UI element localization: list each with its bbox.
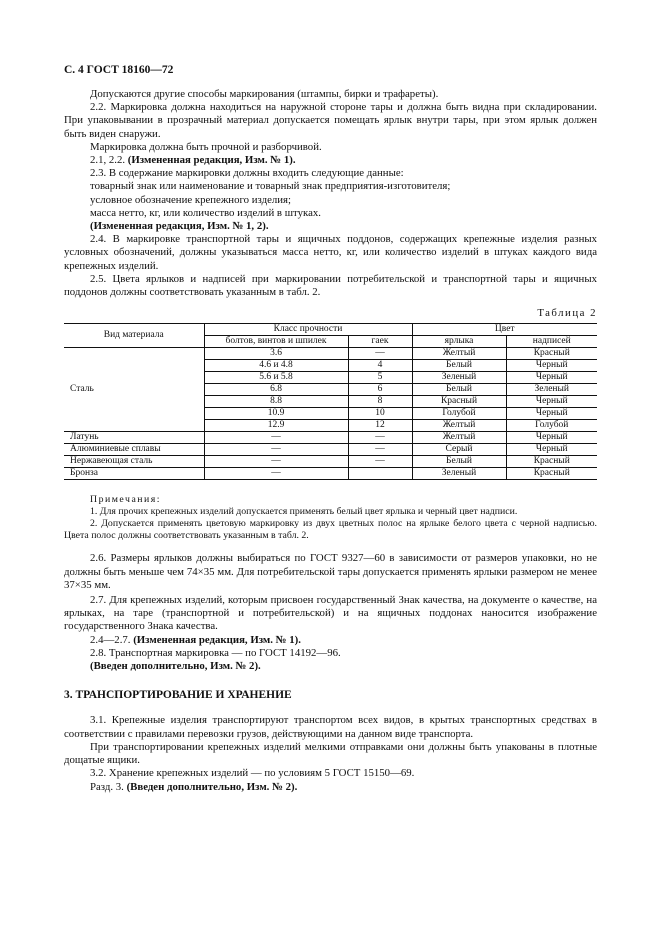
cell-inscription-color: Черный [506, 372, 597, 384]
cell-nuts: — [348, 444, 412, 456]
paragraph: Допускаются другие способы маркирования (штампы, бирки и трафареты). [90, 88, 439, 100]
header-nuts: гаек [348, 336, 412, 348]
table-row [64, 456, 597, 468]
amendment-ref: 2.1, 2.2. [90, 154, 128, 167]
amendment-text: (Измененная редакция, Изм. № 1). [133, 633, 301, 646]
cell-bolts: 12.9 [204, 420, 348, 432]
cell-inscription-color: Черный [506, 408, 597, 420]
cell-label-color: Белый [412, 384, 506, 396]
header-color: Цвет [412, 324, 597, 336]
header-label: ярлыка [412, 336, 506, 348]
cell-bolts: 8.8 [204, 396, 348, 408]
note-2: 2. Допускается применять цветовую маркировку из двух цветных полос на ярлыке белого цвета с черной надписью. Цвета полос должны соответствовать указанным в табл. 2. [64, 518, 597, 542]
cell-material: Бронза [64, 468, 204, 480]
amendment-text: (Введен дополнительно, Изм. № 2). [90, 660, 261, 673]
cell-inscription-color: Красный [506, 348, 597, 360]
list-line: условное обозначение крепежного изделия; [90, 193, 292, 206]
amendment-note [64, 634, 597, 647]
section-3-title: 3. ТРАНСПОРТИРОВАНИЕ И ХРАНЕНИЕ [64, 689, 292, 702]
paragraph-2-2: 2.2. Маркировка должна находиться на наружной стороне тары и должна быть видна при складировании. При упаковывании в прозрачный материал допускается помещать ярлык внутри тары, при этом ярлык должен быть виден снаружи. [64, 101, 597, 140]
paragraph-2-5: 2.5. Цвета ярлыков и надписей при маркировании потребительской и транспортной тары и ящичных поддонов должны соответствовать указанным в табл. 2. [64, 272, 597, 299]
paragraph-2-4: 2.4. В маркировке транспортной тары и ящичных поддонов, содержащих крепежные изделия разных условных обозначений, должны указываться масса нетто, кг, или количество изделий в штуках каждого вида крепежных изделий. [64, 233, 597, 272]
cell-inscription-color: Зеленый [506, 384, 597, 396]
list-line: товарный знак или наименование и товарный знак предприятия-изготовителя; [90, 180, 451, 193]
cell-label-color: Зеленый [412, 372, 506, 384]
cell-bolts: 5.6 и 5.8 [204, 372, 348, 384]
cell-inscription-color: Красный [506, 468, 597, 480]
cell-label-color: Желтый [412, 348, 506, 360]
cell-inscription-color: Черный [506, 396, 597, 408]
color-table [64, 323, 597, 480]
cell-label-color: Голубой [412, 408, 506, 420]
cell-bolts: 3.6 [204, 348, 348, 360]
cell-inscription-color: Черный [506, 432, 597, 444]
cell-bolts: — [204, 432, 348, 444]
paragraph-2-7: 2.7. Для крепежных изделий, которым присвоен государственный Знак качества, на документе о качестве, на ярлыках, на таре (транспортной и потребительской) и на ящичных поддонах наносится изображение государственного Знака качества. [64, 594, 597, 633]
table-row [64, 468, 597, 480]
paragraph-3-2: 3.2. Хранение крепежных изделий — по условиям 5 ГОСТ 15150—69. [90, 767, 415, 780]
notes-title: Примечания: [90, 494, 162, 506]
cell-bolts: — [204, 456, 348, 468]
cell-inscription-color: Красный [506, 456, 597, 468]
document-body [64, 88, 597, 794]
header-bolts: болтов, винтов и шпилек [204, 336, 348, 348]
cell-inscription-color: Голубой [506, 420, 597, 432]
cell-nuts: — [348, 348, 412, 360]
amendment-note [64, 220, 597, 233]
page-header: С. 4 ГОСТ 18160—72 [64, 64, 174, 76]
table-caption: Таблица 2 [537, 307, 597, 320]
cell-label-color: Желтый [412, 432, 506, 444]
cell-nuts: 5 [348, 372, 412, 384]
cell-bolts: — [204, 468, 348, 480]
cell-inscription-color: Черный [506, 360, 597, 372]
amendment-text: (Измененная редакция, Изм. № 1, 2). [90, 220, 269, 233]
cell-label-color: Серый [412, 444, 506, 456]
cell-label-color: Белый [412, 360, 506, 372]
cell-nuts: — [348, 456, 412, 468]
paragraph-3-1: 3.1. Крепежные изделия транспортируют транспортом всех видов, в крытых транспортных средствах в соответствии с правилами перевозки грузов, действующими на данном виде транспорта. [64, 714, 597, 740]
cell-label-color: Зеленый [412, 468, 506, 480]
cell-bolts: 10.9 [204, 408, 348, 420]
cell-bolts: 6.8 [204, 384, 348, 396]
table-row [64, 348, 597, 360]
cell-label-color: Белый [412, 456, 506, 468]
amendment-text: (Измененная редакция, Изм. № 1). [127, 154, 296, 167]
paragraph-2-8: 2.8. Транспортная маркировка — по ГОСТ 14192—96. [90, 646, 341, 659]
header-inscription: надписей [506, 336, 597, 348]
amendment-note [64, 154, 597, 167]
cell-material: Латунь [64, 432, 204, 444]
cell-bolts: 4.6 и 4.8 [204, 360, 348, 372]
paragraph: Маркировка должна быть прочной и разборчивой. [90, 140, 322, 153]
amendment-ref: 2.4—2.7. [90, 633, 134, 646]
note-1: 1. Для прочих крепежных изделий допускается применять белый цвет ярлыка и черный цвет надписи. [90, 506, 518, 518]
paragraph-2-3: 2.3. В содержание маркировки должны входить следующие данные: [90, 167, 404, 180]
table-row [64, 432, 597, 444]
cell-inscription-color: Черный [506, 444, 597, 456]
list-line: масса нетто, кг, или количество изделий в штуках. [90, 206, 321, 219]
header-material: Вид материала [64, 324, 204, 348]
cell-nuts: 12 [348, 420, 412, 432]
amendment-text: (Введен дополнительно, Изм. № 2). [126, 780, 298, 793]
header-strength-class: Класс прочности [204, 324, 412, 336]
cell-label-color: Красный [412, 396, 506, 408]
cell-nuts [348, 468, 412, 480]
cell-bolts: — [204, 444, 348, 456]
amendment-note [64, 781, 597, 794]
cell-nuts: — [348, 432, 412, 444]
cell-nuts: 8 [348, 396, 412, 408]
material-steel: Сталь [64, 348, 204, 432]
paragraph-2-6: 2.6. Размеры ярлыков должны выбираться по ГОСТ 9327—60 в зависимости от размеров упаковки, но не должны быть меньше чем 74×35 мм. Для потребительской тары допускается применять ярлыки размером не менее 37×35 мм. [64, 552, 597, 591]
amendment-ref: Разд. 3. [90, 780, 127, 793]
cell-material: Нержавеющая сталь [64, 456, 204, 468]
cell-material: Алюминиевые сплавы [64, 444, 204, 456]
amendment-note [64, 660, 597, 673]
cell-nuts: 6 [348, 384, 412, 396]
table-row [64, 444, 597, 456]
paragraph: При транспортировании крепежных изделий мелкими отправками они должны быть упакованы в плотные дощатые ящики. [64, 740, 597, 767]
table-notes [64, 494, 597, 542]
cell-nuts: 4 [348, 360, 412, 372]
cell-label-color: Желтый [412, 420, 506, 432]
cell-nuts: 10 [348, 408, 412, 420]
